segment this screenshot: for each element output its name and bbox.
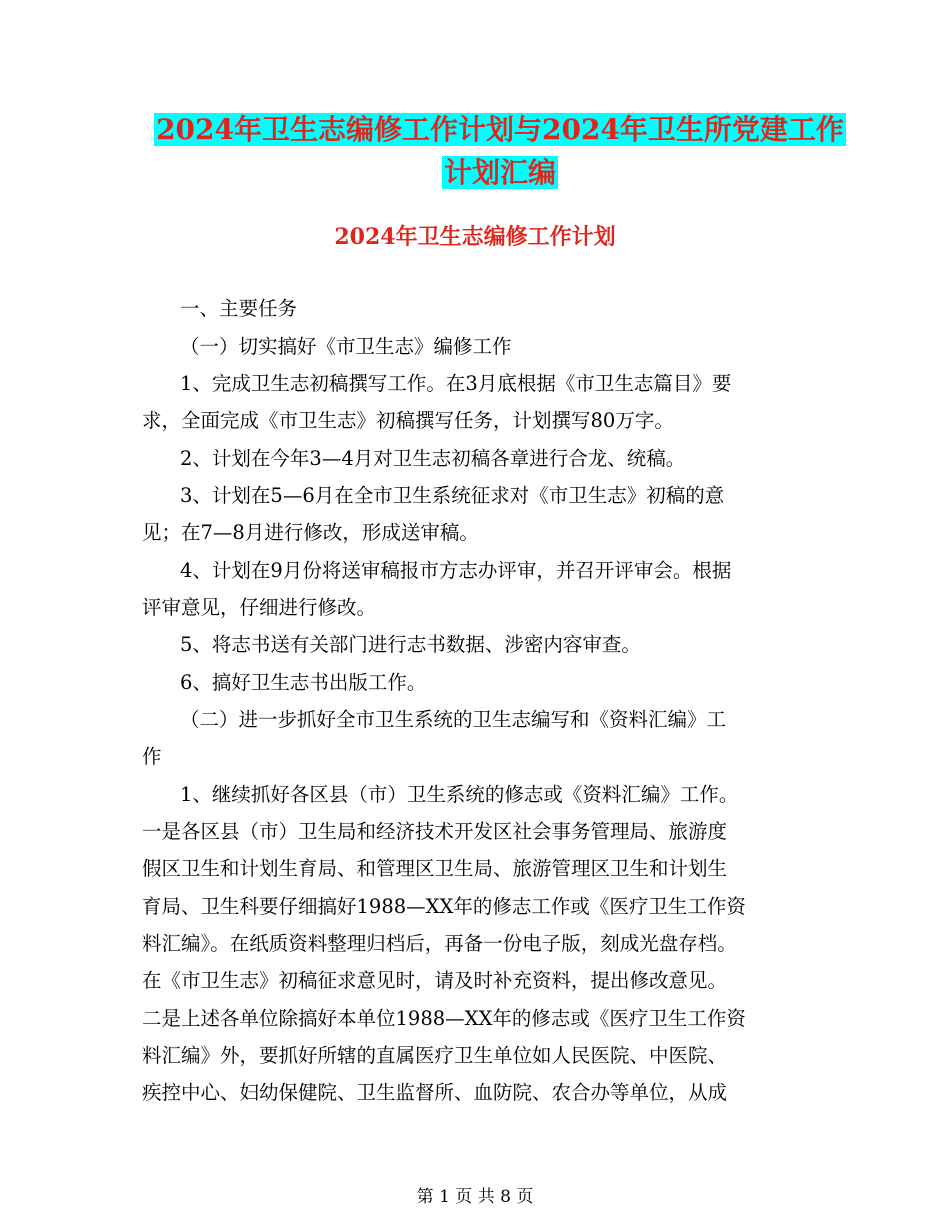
paragraph-line: 1、完成卫生志初稿撰写工作。在3月底根据《市卫生志篇目》要	[180, 372, 732, 395]
document-title-line-2-text: 计划汇编	[443, 156, 556, 189]
paragraph-line: 疾控中心、妇幼保健院、卫生监督所、血防院、农合办等单位，从成	[142, 1081, 728, 1104]
paragraph-line: 评审意见，仔细进行修改。	[142, 596, 377, 619]
paragraph-line: 2、计划在今年3—4月对卫生志初稿各章进行合龙、统稿。	[180, 447, 686, 470]
subheading-1: （一）切实搞好《市卫生志》编修工作	[180, 335, 512, 358]
page-footer: 第 1 页 共 8 页	[416, 1187, 534, 1207]
paragraph-line: 二是上述各单位除搞好本单位1988—XX年的修志或《医疗卫生工作资	[142, 1007, 746, 1030]
paragraph-line: 4、计划在9月份将送审稿报市方志办评审，并召开评审会。根据	[180, 559, 732, 582]
paragraph-line: 一是各区县（市）卫生局和经济技术开发区社会事务管理局、旅游度	[142, 820, 728, 843]
paragraph-line: 6、搞好卫生志书出版工作。	[180, 671, 427, 694]
paragraph-line: 见；在7—8月进行修改，形成送审稿。	[142, 521, 479, 544]
paragraph-line: 3、计划在5—6月在全市卫生系统征求对《市卫生志》初稿的意	[180, 484, 725, 507]
paragraph-line: 假区卫生和计划生育局、和管理区卫生局、旅游管理区卫生和计划生	[142, 857, 728, 880]
paragraph-line: 料汇编》。在纸质资料整理归档后，再备一份电子版，刻成光盘存档。	[142, 932, 737, 955]
paragraph-line: 在《市卫生志》初稿征求意见时，请及时补充资料，提出修改意见。	[142, 969, 728, 992]
document-title-line-2	[100, 153, 900, 193]
document-title-line-1-text: 2024年卫生志编修工作计划与2024年卫生所党建工作	[156, 113, 844, 146]
heading-main-tasks: 一、主要任务	[180, 297, 298, 320]
subheading-2: （二）进一步抓好全市卫生系统的卫生志编写和《资料汇编》工	[180, 708, 727, 731]
paragraph-line: 求，全面完成《市卫生志》初稿撰写任务，计划撰写80万字。	[142, 409, 674, 432]
paragraph-line: 育局、卫生科要仔细搞好1988—XX年的修志工作或《医疗卫生工作资	[142, 895, 746, 918]
paragraph-line: 作	[142, 745, 162, 768]
paragraph-line: 5、将志书送有关部门进行志书数据、涉密内容审查。	[180, 633, 641, 656]
document-title-line-1	[100, 110, 900, 150]
paragraph-line: 料汇编》外，要抓好所辖的直属医疗卫生单位如人民医院、中医院、	[142, 1044, 728, 1067]
paragraph-line: 1、继续抓好各区县（市）卫生系统的修志或《资料汇编》工作。	[180, 783, 739, 806]
section-title: 2024年卫生志编修工作计划	[334, 224, 616, 250]
